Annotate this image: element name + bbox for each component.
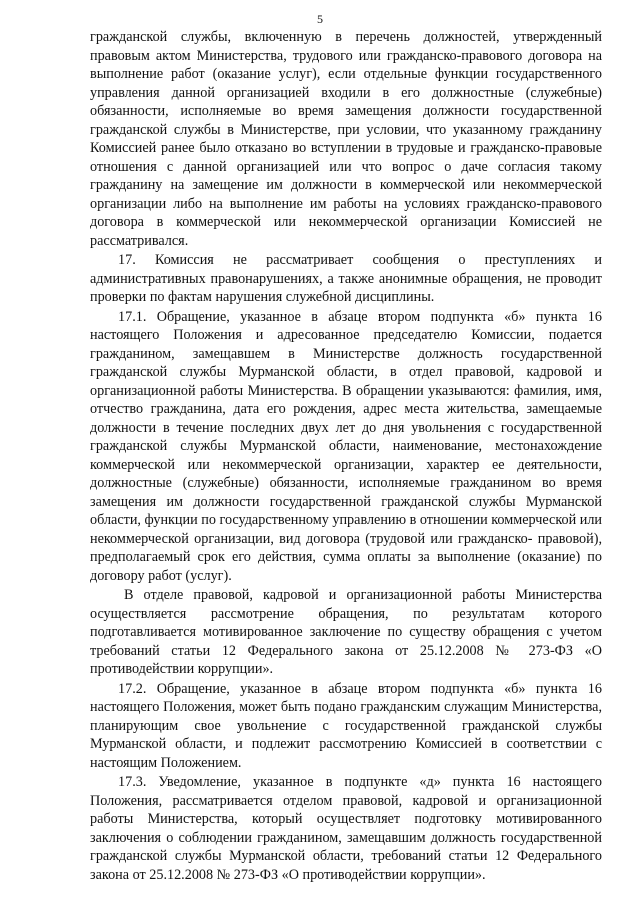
paragraph-17-1-review: В отделе правовой, кадровой и организационной работы Министерства осуществляется рассмотрение обращения, по результатам которого подготавливается мотивированное заключение по существу обращения с учетом требований статьи 12 Федерального закона от 25.12.2008 № 273-ФЗ «О противодействии коррупции». bbox=[90, 587, 602, 677]
paragraph-continuation: гражданской службы, включенную в перечень должностей, утвержденный правовым актом Министерства, трудового или гражданско-правового договора на выполнение работ (оказание услуг), если отдельные функции государственного управления данной организацией входили в его должностные (служебные) обязанности, исполняемые во время замещения должности государственной гражданской службы в Министерстве, при условии, что указанному гражданину Комиссией ранее было отказано во вступлении в трудовые и гражданско-правовые отношения с данной организацией или что вопрос о даче согласия такому гражданину на замещение им должности в коммерческой или некоммерческой организации либо на выполнение им работы на условиях гражданско-правового договора в коммерческой или некоммерческой организации Комиссией не рассматривался. bbox=[90, 29, 602, 249]
paragraph-17-2: 17.2. Обращение, указанное в абзаце втором подпункта «б» пункта 16 настоящего Положения, может быть подано гражданским служащим Министерства, планирующим свое увольнение с государственной гражданской службы Мурманской области, и подлежит рассмотрению Комиссией в соответствии с настоящим Положением. bbox=[90, 680, 602, 771]
paragraph-17-3: 17.3. Уведомление, указанное в подпункте «д» пункта 16 настоящего Положения, рассматривается отделом правовой, кадровой и организационной работы Министерства, который осуществляет подготовку мотивированного заключения о соблюдении гражданином, замещавшим должность государственной гражданской службы Мурманской области, требований статьи 12 Федерального закона от 25.12.2008 № 273-ФЗ «О противодействии коррупции». bbox=[90, 774, 602, 883]
paragraph-17-1: 17.1. Обращение, указанное в абзаце втором подпункта «б» пункта 16 настоящего Положения и адресованное председателю Комиссии, подается гражданином, замещавшем в Министерстве должность государственной гражданской службы Мурманской области, в отдел правовой, кадровой и организационной работы Министерства. В обращении указываются: фамилия, имя, отчество гражданина, дата его рождения, адрес места жительства, замещаемые должности в течение последних двух лет до дня увольнения с государственной гражданской службы Мурманской области, наименование, местонахождение коммерческой или некоммерческой организации, характер ее деятельности, должностные (служебные) обязанности, исполняемые гражданином во время замещения им должности государственной гражданской службы Мурманской области, функции по государственному управлению в отношении коммерческой или некоммерческой организации, вид договора (трудовой или гражданско- правовой), предполагаемый срок его действия, сумма оплаты за выполнение (оказание) по договору работ (услуг). bbox=[90, 308, 602, 584]
paragraph-17: 17. Комиссия не рассматривает сообщения о преступлениях и административных правонарушениях, а также анонимные обращения, не проводит проверки по фактам нарушения служебной дисциплины. bbox=[90, 252, 602, 305]
document-body bbox=[90, 28, 602, 885]
page-number: 5 bbox=[317, 12, 323, 26]
